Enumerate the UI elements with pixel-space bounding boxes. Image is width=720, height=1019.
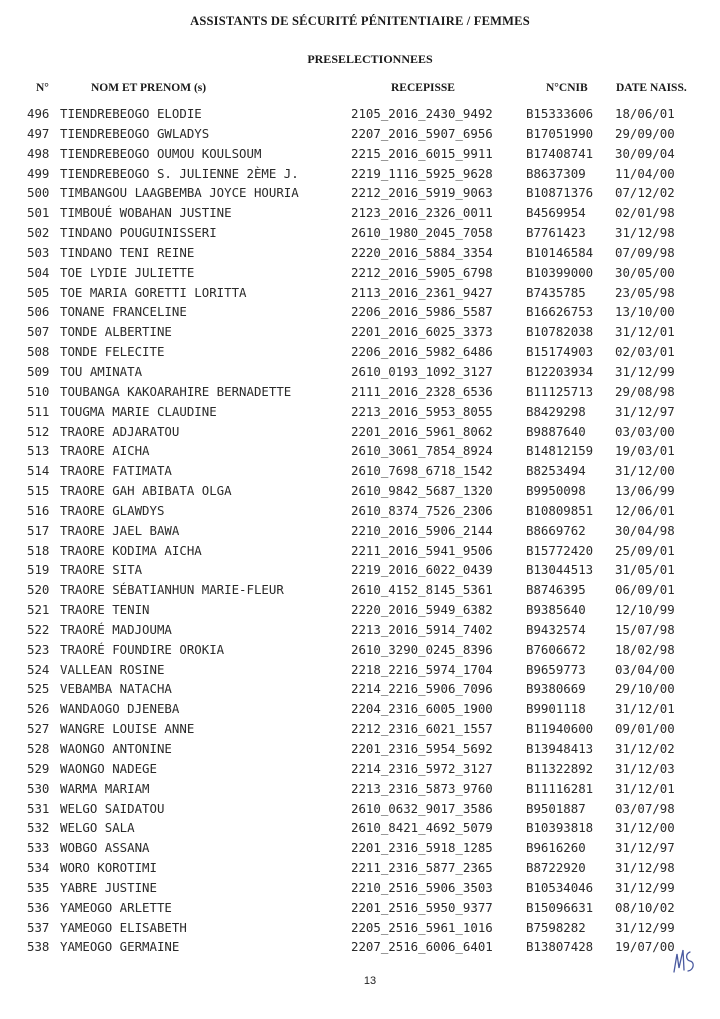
row-name: TRAORE JAEL BAWA [60,522,180,538]
row-number: 537 [27,919,50,935]
document-title: ASSISTANTS DE SÉCURITÉ PÉNITENTIAIRE / FEMMES [190,14,530,28]
row-recepisse: 2610_3290_0245_8396 [351,641,493,657]
row-cnib: B14812159 [526,443,594,459]
row-name: TINDANO POUGUINISSERI [60,225,217,241]
row-cnib: B12203934 [526,363,594,379]
row-cnib: B7598282 [526,919,586,935]
row-name: TIENDREBEOGO S. JULIENNE 2ÈME J. [60,165,299,181]
row-birth-date: 18/02/98 [615,641,675,657]
table-row [0,223,720,243]
row-name: VEBAMBA NATACHA [60,681,172,697]
row-name: TONDE FELECITE [60,344,165,360]
table-row [0,560,720,580]
row-number: 536 [27,899,50,915]
table-row [0,263,720,283]
table-row [0,461,720,481]
row-recepisse: 2206_2016_5986_5587 [351,304,493,320]
row-number: 512 [27,423,50,439]
row-name: TRAORÉ MADJOUMA [60,621,172,637]
row-name: TRAORE TENIN [60,602,150,618]
row-birth-date: 23/05/98 [615,284,675,300]
table-row [0,541,720,561]
row-birth-date: 31/12/00 [615,463,675,479]
row-cnib: B9901118 [526,701,586,717]
row-birth-date: 30/04/98 [615,522,675,538]
row-birth-date: 31/12/98 [615,860,675,876]
row-birth-date: 18/06/01 [615,106,675,121]
table-row [0,640,720,660]
row-recepisse: 2205_2516_5961_1016 [351,919,493,935]
row-birth-date: 07/09/98 [615,244,675,260]
row-cnib: B9385640 [526,602,586,618]
row-recepisse: 2201_2316_5954_5692 [351,741,493,756]
row-number: 519 [27,562,50,578]
table-row [0,620,720,640]
row-birth-date: 31/12/99 [615,363,675,379]
header-name: NOM ET PRENOM (s) [91,82,207,94]
row-number: 500 [27,185,50,201]
row-birth-date: 07/12/02 [615,185,675,201]
table-header [0,82,720,98]
row-birth-date: 31/12/02 [615,741,675,756]
row-birth-date: 31/12/99 [615,879,675,895]
row-cnib: B15174903 [526,344,594,360]
row-number: 506 [27,304,50,320]
table-row [0,501,720,521]
row-birth-date: 09/01/00 [615,721,675,737]
row-birth-date: 31/12/01 [615,324,675,340]
row-recepisse: 2610_0193_1092_3127 [351,363,493,379]
row-number: 530 [27,780,50,796]
row-recepisse: 2214_2216_5906_7096 [351,681,493,697]
row-name: YABRE JUSTINE [60,879,157,895]
row-name: TOE LYDIE JULIETTE [60,264,195,280]
row-name: TIENDREBEOGO GWLADYS [60,125,210,141]
row-birth-date: 31/12/00 [615,820,675,836]
row-name: TINDANO TENI REINE [60,244,195,260]
row-number: 526 [27,701,50,717]
row-recepisse: 2220_2016_5884_3354 [351,244,493,260]
row-name: WELGO SAIDATOU [60,800,165,816]
row-cnib: B9659773 [526,661,586,677]
row-name: TRAORE FATIMATA [60,463,172,479]
row-birth-date: 31/12/01 [615,780,675,796]
table-row [0,818,720,838]
table-row [0,739,720,759]
row-birth-date: 29/08/98 [615,383,675,399]
row-number: 507 [27,324,50,340]
document-subtitle: PRESELECTIONNEES [307,52,433,66]
row-number: 513 [27,443,50,459]
row-cnib: B11125713 [526,383,594,399]
row-cnib: B10399000 [526,264,594,280]
row-cnib: B9432574 [526,621,586,637]
row-recepisse: 2610_8374_7526_2306 [351,502,493,518]
row-name: WANDAOGO DJENEBA [60,701,180,717]
row-number: 523 [27,641,50,657]
row-birth-date: 12/10/99 [615,602,675,618]
table-row [0,799,720,819]
header-cnib: N°CNIB [546,82,588,94]
row-cnib: B17408741 [526,145,594,161]
row-cnib: B10146584 [526,244,594,260]
row-recepisse: 2219_1116_5925_9628 [351,165,493,181]
row-number: 533 [27,840,50,856]
row-birth-date: 29/09/00 [615,125,675,141]
row-number: 534 [27,860,50,876]
header-recepisse: RECEPISSE [391,82,455,94]
row-recepisse: 2212_2316_6021_1557 [351,721,493,737]
row-cnib: B15772420 [526,542,594,558]
table-row [0,918,720,938]
row-name: TOUGMA MARIE CLAUDINE [60,403,217,419]
row-birth-date: 02/01/98 [615,205,675,221]
row-recepisse: 2211_2316_5877_2365 [351,860,493,876]
row-number: 501 [27,205,50,221]
row-name: YAMEOGO ELISABETH [60,919,187,935]
row-cnib: B7606672 [526,641,586,657]
table-row [0,283,720,303]
table-row [0,322,720,342]
row-number: 508 [27,344,50,360]
row-number: 532 [27,820,50,836]
row-recepisse: 2123_2016_2326_0011 [351,205,493,221]
row-birth-date: 25/09/01 [615,542,675,558]
row-cnib: B13807428 [526,939,594,955]
row-number: 531 [27,800,50,816]
row-cnib: B9380669 [526,681,586,697]
table-row [0,402,720,422]
row-number: 510 [27,383,50,399]
row-recepisse: 2610_8421_4692_5079 [351,820,493,836]
row-name: WARMA MARIAM [60,780,150,796]
row-birth-date: 31/05/01 [615,562,675,578]
row-recepisse: 2214_2316_5972_3127 [351,760,493,776]
row-name: TRAORE SITA [60,562,143,578]
table-row [0,144,720,164]
row-cnib: B9616260 [526,840,586,856]
row-recepisse: 2201_2016_5961_8062 [351,423,493,439]
row-recepisse: 2610_1980_2045_7058 [351,225,493,241]
row-birth-date: 13/06/99 [615,483,675,499]
row-cnib: B10393818 [526,820,594,836]
table-row [0,719,720,739]
header-number: N° [36,82,49,94]
row-recepisse: 2105_2016_2430_9492 [351,106,493,121]
row-cnib: B9950098 [526,483,586,499]
row-name: TRAORE GLAWDYS [60,502,165,518]
table-row [0,600,720,620]
row-cnib: B13044513 [526,562,594,578]
row-name: TIMBANGOU LAAGBEMBA JOYCE HOURIA [60,185,299,201]
row-number: 498 [27,145,50,161]
table-row [0,858,720,878]
row-cnib: B13948413 [526,741,594,756]
row-recepisse: 2213_2016_5914_7402 [351,621,493,637]
row-birth-date: 03/03/00 [615,423,675,439]
row-recepisse: 2201_2316_5918_1285 [351,840,493,856]
table-row [0,660,720,680]
row-cnib: B8746395 [526,582,586,598]
row-number: 503 [27,244,50,260]
row-number: 528 [27,741,50,756]
row-number: 527 [27,721,50,737]
row-birth-date: 08/10/02 [615,899,675,915]
row-number: 525 [27,681,50,697]
row-name: TRAORE GAH ABIBATA OLGA [60,483,232,499]
table-row [0,124,720,144]
row-cnib: B8429298 [526,403,586,419]
row-name: WANGRE LOUISE ANNE [60,721,195,737]
row-cnib: B10782038 [526,324,594,340]
row-number: 497 [27,125,50,141]
row-birth-date: 30/05/00 [615,264,675,280]
row-recepisse: 2610_4152_8145_5361 [351,582,493,598]
row-cnib: B16626753 [526,304,594,320]
row-recepisse: 2211_2016_5941_9506 [351,542,493,558]
row-name: TOE MARIA GORETTI LORITTA [60,284,247,300]
table-row [0,878,720,898]
row-recepisse: 2113_2016_2361_9427 [351,284,493,300]
row-birth-date: 31/12/99 [615,919,675,935]
table-row [0,382,720,402]
row-number: 535 [27,879,50,895]
row-recepisse: 2610_3061_7854_8924 [351,443,493,459]
row-recepisse: 2215_2016_6015_9911 [351,145,493,161]
row-number: 499 [27,165,50,181]
table-row [0,699,720,719]
table-row [0,104,720,124]
row-cnib: B8253494 [526,463,586,479]
row-recepisse: 2206_2016_5982_6486 [351,344,493,360]
row-birth-date: 06/09/01 [615,582,675,598]
row-recepisse: 2220_2016_5949_6382 [351,602,493,618]
table-row [0,441,720,461]
table-row [0,521,720,541]
row-name: TIMBOUÉ WOBAHAN JUSTINE [60,205,232,221]
row-cnib: B7761423 [526,225,586,241]
row-birth-date: 31/12/97 [615,403,675,419]
handwritten-initials [670,944,700,978]
row-number: 496 [27,106,50,121]
table-row [0,580,720,600]
row-cnib: B8637309 [526,165,586,181]
row-cnib: B15333606 [526,106,594,121]
row-cnib: B8669762 [526,522,586,538]
row-number: 524 [27,661,50,677]
header-birth-date: DATE NAISS. [616,82,687,94]
table-row [0,779,720,799]
row-birth-date: 13/10/00 [615,304,675,320]
row-number: 522 [27,621,50,637]
row-recepisse: 2218_2216_5974_1704 [351,661,493,677]
row-cnib: B9501887 [526,800,586,816]
row-name: TONDE ALBERTINE [60,324,172,340]
row-recepisse: 2610_7698_6718_1542 [351,463,493,479]
row-number: 514 [27,463,50,479]
table-row [0,243,720,263]
row-recepisse: 2201_2516_5950_9377 [351,899,493,915]
row-name: TRAORE ADJARATOU [60,423,180,439]
row-birth-date: 29/10/00 [615,681,675,697]
row-name: TIENDREBEOGO OUMOU KOULSOUM [60,145,262,161]
row-name: TRAORE AICHA [60,443,150,459]
row-recepisse: 2212_2016_5905_6798 [351,264,493,280]
row-birth-date: 15/07/98 [615,621,675,637]
row-recepisse: 2204_2316_6005_1900 [351,701,493,717]
row-birth-date: 30/09/04 [615,145,675,161]
row-name: TRAORE SÉBATIANHUN MARIE-FLEUR [60,582,284,598]
table-row [0,164,720,184]
row-cnib: B11940600 [526,721,594,737]
row-recepisse: 2207_2516_6006_6401 [351,939,493,955]
row-cnib: B10871376 [526,185,594,201]
row-name: TOUBANGA KAKOARAHIRE BERNADETTE [60,383,292,399]
row-number: 521 [27,602,50,618]
table-row [0,759,720,779]
row-birth-date: 31/12/97 [615,840,675,856]
row-cnib: B10809851 [526,502,594,518]
table-row [0,937,720,957]
row-recepisse: 2610_0632_9017_3586 [351,800,493,816]
row-birth-date: 02/03/01 [615,344,675,360]
row-recepisse: 2610_9842_5687_1320 [351,483,493,499]
row-number: 520 [27,582,50,598]
row-birth-date: 31/12/01 [615,701,675,717]
row-recepisse: 2111_2016_2328_6536 [351,383,493,399]
row-birth-date: 03/04/00 [615,661,675,677]
row-recepisse: 2210_2516_5906_3503 [351,879,493,895]
row-cnib: B11322892 [526,760,594,776]
row-name: TRAORÉ FOUNDIRE OROKIA [60,641,225,657]
row-cnib: B11116281 [526,780,594,796]
row-number: 504 [27,264,50,280]
row-name: WOBGO ASSANA [60,840,150,856]
row-birth-date: 12/06/01 [615,502,675,518]
table-row [0,203,720,223]
row-name: TONANE FRANCELINE [60,304,187,320]
row-name: YAMEOGO ARLETTE [60,899,172,915]
table-row [0,422,720,442]
row-name: YAMEOGO GERMAINE [60,939,180,955]
row-cnib: B7435785 [526,284,586,300]
row-name: WELGO SALA [60,820,135,836]
row-name: VALLEAN ROSINE [60,661,165,677]
table-row [0,679,720,699]
row-recepisse: 2219_2016_6022_0439 [351,562,493,578]
row-name: TRAORE KODIMA AICHA [60,542,202,558]
table-row [0,362,720,382]
row-number: 511 [27,403,50,419]
row-name: TIENDREBEOGO ELODIE [60,106,202,121]
row-cnib: B10534046 [526,879,594,895]
row-cnib: B9887640 [526,423,586,439]
row-cnib: B15096631 [526,899,594,915]
row-recepisse: 2201_2016_6025_3373 [351,324,493,340]
row-number: 509 [27,363,50,379]
row-cnib: B17051990 [526,125,594,141]
table-row [0,342,720,362]
row-birth-date: 31/12/03 [615,760,675,776]
row-cnib: B8722920 [526,860,586,876]
row-birth-date: 31/12/98 [615,225,675,241]
row-cnib: B4569954 [526,205,586,221]
row-birth-date: 19/03/01 [615,443,675,459]
row-number: 505 [27,284,50,300]
row-name: WORO KOROTIMI [60,860,157,876]
row-recepisse: 2213_2316_5873_9760 [351,780,493,796]
row-number: 529 [27,760,50,776]
table-row [0,838,720,858]
row-recepisse: 2213_2016_5953_8055 [351,403,493,419]
row-name: TOU AMINATA [60,363,143,379]
row-birth-date: 11/04/00 [615,165,675,181]
row-number: 515 [27,483,50,499]
row-birth-date: 19/07/00 [615,939,675,955]
row-birth-date: 03/07/98 [615,800,675,816]
row-number: 516 [27,502,50,518]
table-row [0,183,720,203]
table-row [0,481,720,501]
table-row [0,302,720,322]
row-name: WAONGO NADEGE [60,760,157,776]
row-number: 538 [27,939,50,955]
row-number: 502 [27,225,50,241]
page-number: 13 [363,975,377,987]
row-name: WAONGO ANTONINE [60,741,172,756]
table-row [0,898,720,918]
row-recepisse: 2210_2016_5906_2144 [351,522,493,538]
row-number: 517 [27,522,50,538]
table-body [0,104,720,957]
row-number: 518 [27,542,50,558]
row-recepisse: 2212_2016_5919_9063 [351,185,493,201]
row-recepisse: 2207_2016_5907_6956 [351,125,493,141]
